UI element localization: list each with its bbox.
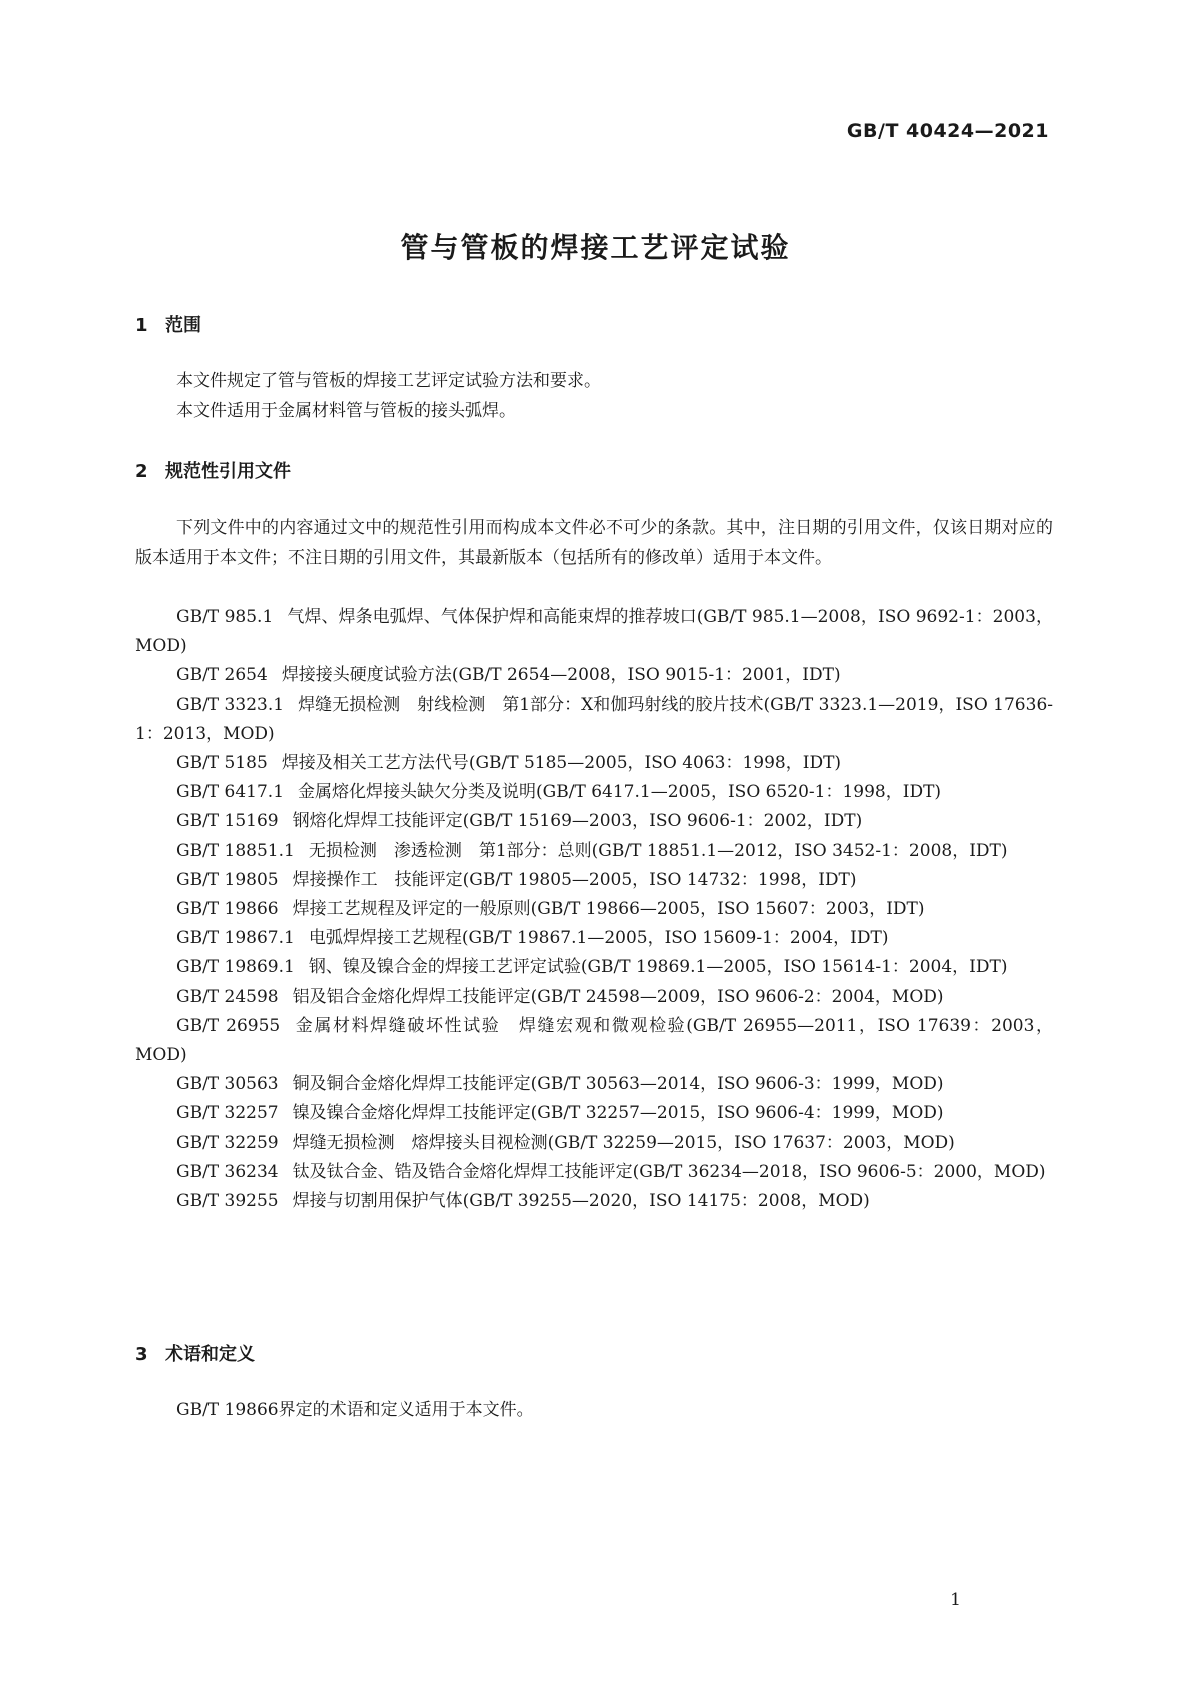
section-2-title: 规范性引用文件 — [165, 461, 291, 482]
section-1-paragraph: 本文件适用于金属材料管与管板的接头弧焊。 — [176, 400, 516, 421]
reference-item — [135, 1070, 1053, 1099]
reference-title: 焊缝无损检测 射线检测 第1部分：X和伽玛射线的胶片技术 — [298, 694, 764, 715]
reference-code: GB/T 32257 — [176, 1103, 279, 1124]
section-3-title: 术语和定义 — [165, 1344, 255, 1365]
reference-equivalence: (GB/T 32259—2015，ISO 17637：2003，MOD) — [547, 1132, 955, 1153]
reference-title: 金属熔化焊接头缺欠分类及说明 — [298, 782, 537, 803]
section-1-number: 1 — [135, 315, 148, 336]
reference-title: 镍及镍合金熔化焊焊工技能评定 — [292, 1103, 531, 1124]
reference-code: GB/T 5185 — [176, 753, 268, 774]
reference-code: GB/T 32259 — [176, 1132, 279, 1153]
section-3-number: 3 — [135, 1344, 148, 1365]
reference-equivalence: (GB/T 15169—2003，ISO 9606-1：2002，IDT) — [462, 811, 863, 832]
normative-references-list — [135, 603, 1053, 1216]
reference-title: 无损检测 渗透检测 第1部分：总则 — [308, 840, 592, 861]
reference-code: GB/T 2654 — [176, 665, 268, 686]
reference-item — [135, 1099, 1053, 1128]
reference-title: 焊接工艺规程及评定的一般原则 — [292, 899, 531, 920]
reference-item — [135, 924, 1053, 953]
document-title: 管与管板的焊接工艺评定试验 — [400, 231, 791, 264]
reference-code: GB/T 26955 — [176, 1015, 281, 1036]
section-2-intro — [135, 514, 1053, 573]
reference-equivalence: (GB/T 19805—2005，ISO 14732：1998，IDT) — [462, 869, 857, 890]
reference-equivalence: (GB/T 18851.1—2012，ISO 3452-1：2008，IDT) — [591, 840, 1008, 861]
reference-equivalence: (GB/T 19866—2005，ISO 15607：2003，IDT) — [530, 899, 925, 920]
section-1-heading — [135, 311, 201, 337]
reference-title: 钛及钛合金、锆及锆合金熔化焊焊工技能评定 — [292, 1161, 633, 1182]
reference-title: 钢、镍及镍合金的焊接工艺评定试验 — [308, 957, 581, 978]
reference-code: GB/T 30563 — [176, 1074, 279, 1095]
reference-equivalence: (GB/T 26955—2011，ISO 17639：2003，MOD) — [135, 1015, 1053, 1066]
section-3-paragraph: GB/T 19866界定的术语和定义适用于本文件。 — [176, 1400, 534, 1420]
section-1-body — [135, 367, 1053, 426]
reference-code: GB/T 19805 — [176, 869, 279, 890]
reference-item — [135, 1158, 1053, 1187]
reference-title: 焊接接头硬度试验方法 — [281, 665, 452, 686]
reference-code: GB/T 3323.1 — [176, 694, 285, 715]
reference-equivalence: (GB/T 985.1—2008，ISO 9692-1：2003，MOD) — [135, 607, 1053, 657]
reference-equivalence: (GB/T 39255—2020，ISO 14175：2008，MOD) — [462, 1191, 870, 1212]
section-2-heading — [135, 457, 291, 483]
reference-item — [135, 1012, 1053, 1070]
reference-equivalence: (GB/T 3323.1—2019，ISO 17636-1：2013，MOD) — [135, 694, 1054, 744]
reference-title: 铜及铜合金熔化焊焊工技能评定 — [292, 1074, 531, 1095]
reference-item — [135, 983, 1053, 1012]
reference-code: GB/T 24598 — [176, 986, 279, 1007]
reference-equivalence: (GB/T 32257—2015，ISO 9606-4：1999，MOD) — [530, 1103, 944, 1124]
reference-equivalence: (GB/T 19867.1—2005，ISO 15609-1：2004，IDT) — [461, 928, 889, 949]
reference-equivalence: (GB/T 5185—2005，ISO 4063：1998，IDT) — [468, 753, 842, 774]
reference-item — [135, 749, 1053, 778]
reference-item — [135, 1129, 1053, 1158]
reference-title: 焊接与切割用保护气体 — [292, 1191, 463, 1212]
reference-code: GB/T 15169 — [176, 811, 279, 832]
section-3-body — [135, 1396, 1053, 1426]
reference-equivalence: (GB/T 2654—2008，ISO 9015-1：2001，IDT) — [451, 665, 841, 686]
reference-equivalence: (GB/T 36234—2018，ISO 9606-5：2000，MOD) — [632, 1161, 1046, 1182]
reference-item — [135, 953, 1053, 982]
reference-equivalence: (GB/T 24598—2009，ISO 9606-2：2004，MOD) — [530, 986, 944, 1007]
reference-code: GB/T 6417.1 — [176, 782, 285, 803]
reference-title: 铝及铝合金熔化焊焊工技能评定 — [292, 986, 531, 1007]
section-1-paragraph: 本文件规定了管与管板的焊接工艺评定试验方法和要求。 — [176, 371, 601, 391]
reference-equivalence: (GB/T 19869.1—2005，ISO 15614-1：2004，IDT) — [580, 957, 1008, 978]
section-1-title: 范围 — [165, 315, 201, 336]
reference-item — [135, 691, 1053, 749]
reference-equivalence: (GB/T 6417.1—2005，ISO 6520-1：1998，IDT) — [536, 782, 942, 803]
reference-code: GB/T 19866 — [176, 899, 279, 920]
reference-title: 气焊、焊条电弧焊、气体保护焊和高能束焊的推荐坡口 — [287, 607, 697, 627]
reference-item — [135, 807, 1053, 836]
reference-title: 钢熔化焊焊工技能评定 — [292, 811, 463, 832]
reference-title: 焊接操作工 技能评定 — [292, 869, 463, 890]
reference-item — [135, 895, 1053, 924]
reference-code: GB/T 18851.1 — [176, 840, 295, 861]
reference-equivalence: (GB/T 30563—2014，ISO 9606-3：1999，MOD) — [530, 1074, 944, 1095]
reference-item — [135, 778, 1053, 807]
section-2-intro-paragraph: 下列文件中的内容通过文中的规范性引用而构成本文件必不可少的条款。其中，注日期的引用文件，仅该日期对应的版本适用于本文件；不注日期的引用文件，其最新版本（包括所有的修改单）适用于本文件。 — [135, 518, 1053, 568]
standard-number: GB/T 40424—2021 — [846, 120, 1049, 142]
reference-code: GB/T 39255 — [176, 1191, 279, 1212]
reference-title: 金属材料焊缝破坏性试验 焊缝宏观和微观检验 — [294, 1015, 687, 1036]
page-number: 1 — [950, 1590, 961, 1610]
reference-code: GB/T 19867.1 — [176, 928, 295, 949]
reference-item — [135, 837, 1053, 866]
reference-code: GB/T 19869.1 — [176, 957, 295, 978]
reference-item — [135, 603, 1053, 661]
reference-code: GB/T 36234 — [176, 1161, 279, 1182]
reference-title: 电弧焊焊接工艺规程 — [308, 928, 462, 949]
reference-item — [135, 661, 1053, 690]
reference-code: GB/T 985.1 — [176, 607, 274, 627]
section-3-heading — [135, 1340, 255, 1366]
reference-item — [135, 866, 1053, 895]
reference-title: 焊缝无损检测 熔焊接头目视检测 — [292, 1132, 548, 1153]
reference-title: 焊接及相关工艺方法代号 — [281, 753, 469, 774]
reference-item — [135, 1187, 1053, 1216]
section-2-number: 2 — [135, 461, 148, 482]
